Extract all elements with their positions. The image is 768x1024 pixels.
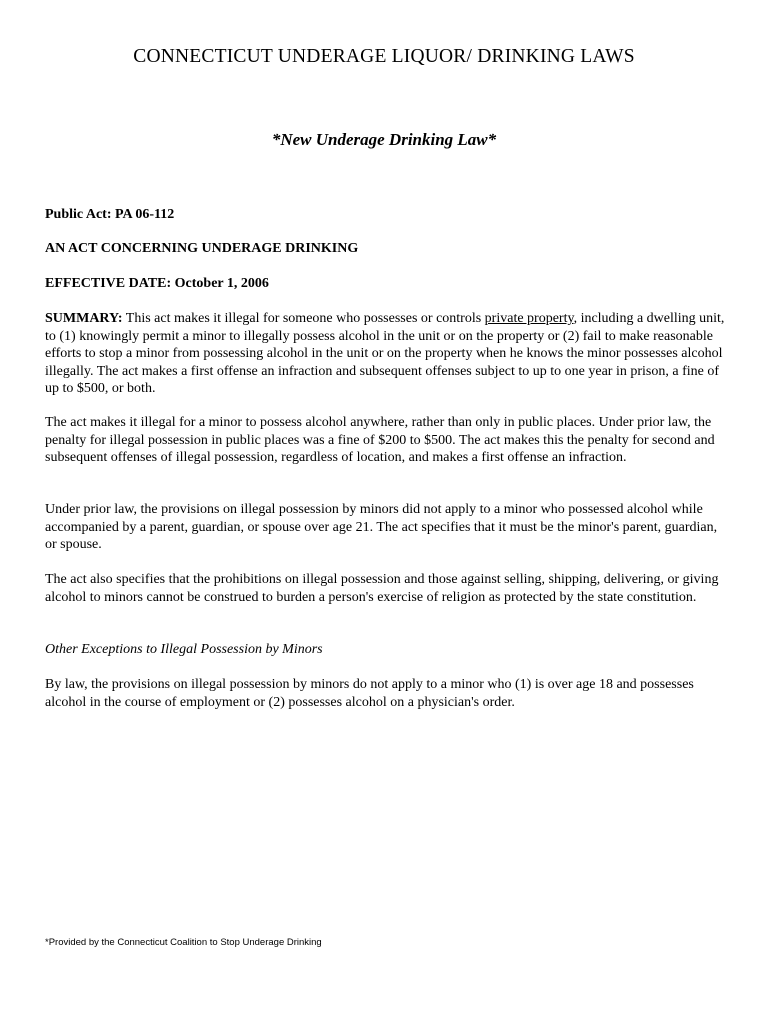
effective-date-line: EFFECTIVE DATE: October 1, 2006: [45, 276, 269, 291]
act-name-line: AN ACT CONCERNING UNDERAGE DRINKING: [45, 241, 359, 256]
paragraph-religion: The act also specifies that the prohibitions on illegal possession and those against selling, shipping, delivering, or giving alcohol to minors cannot be construed to burden a person's exercise of religion as protected by the state constitution.: [45, 572, 719, 605]
document-title: CONNECTICUT UNDERAGE LIQUOR/ DRINKING LAWS: [133, 46, 635, 67]
summary-text-before: This act makes it illegal for someone who possesses or controls: [122, 311, 485, 326]
paragraph-exceptions: By law, the provisions on illegal possession by minors do not apply to a minor who (1) is over age 18 and possesses alcohol in the course of employment or (2) possesses alcohol on a physician's order.: [45, 677, 694, 710]
summary-text-after: , including a dwelling unit, to (1) knowingly permit a minor to illegally possess alcohol in the unit or on the property or (2) fail to make reasonable efforts to stop a minor from possessing alcohol in the unit or on the property when he knows the minor possesses alcohol illegally. The act makes a first offense an infraction and subsequent offenses subject to up to one year in prison, a fine of up to $500, or both.: [45, 311, 725, 396]
footnote: *Provided by the Connecticut Coalition to Stop Underage Drinking: [45, 937, 322, 948]
section-heading-exceptions: Other Exceptions to Illegal Possession by Minors: [45, 642, 323, 657]
summary-label: SUMMARY:: [45, 311, 123, 326]
private-property-link[interactable]: private property: [484, 311, 574, 326]
summary-paragraph: [45, 310, 725, 398]
paragraph-possession-anywhere: The act makes it illegal for a minor to possess alcohol anywhere, rather than only in public places. Under prior law, the penalty for illegal possession in public places was a fine of $200 to $500. The act makes this the penalty for second and subsequent offenses of illegal possession, regardless of location, and makes a first offense an infraction.: [45, 415, 715, 465]
public-act-line: Public Act: PA 06-112: [45, 207, 175, 222]
document-subtitle: *New Underage Drinking Law*: [271, 130, 497, 149]
paragraph-prior-law: Under prior law, the provisions on illegal possession by minors did not apply to a minor who possessed alcohol while accompanied by a parent, guardian, or spouse over age 21. The act specifies that it must be the minor's parent, guardian, or spouse.: [45, 502, 718, 552]
